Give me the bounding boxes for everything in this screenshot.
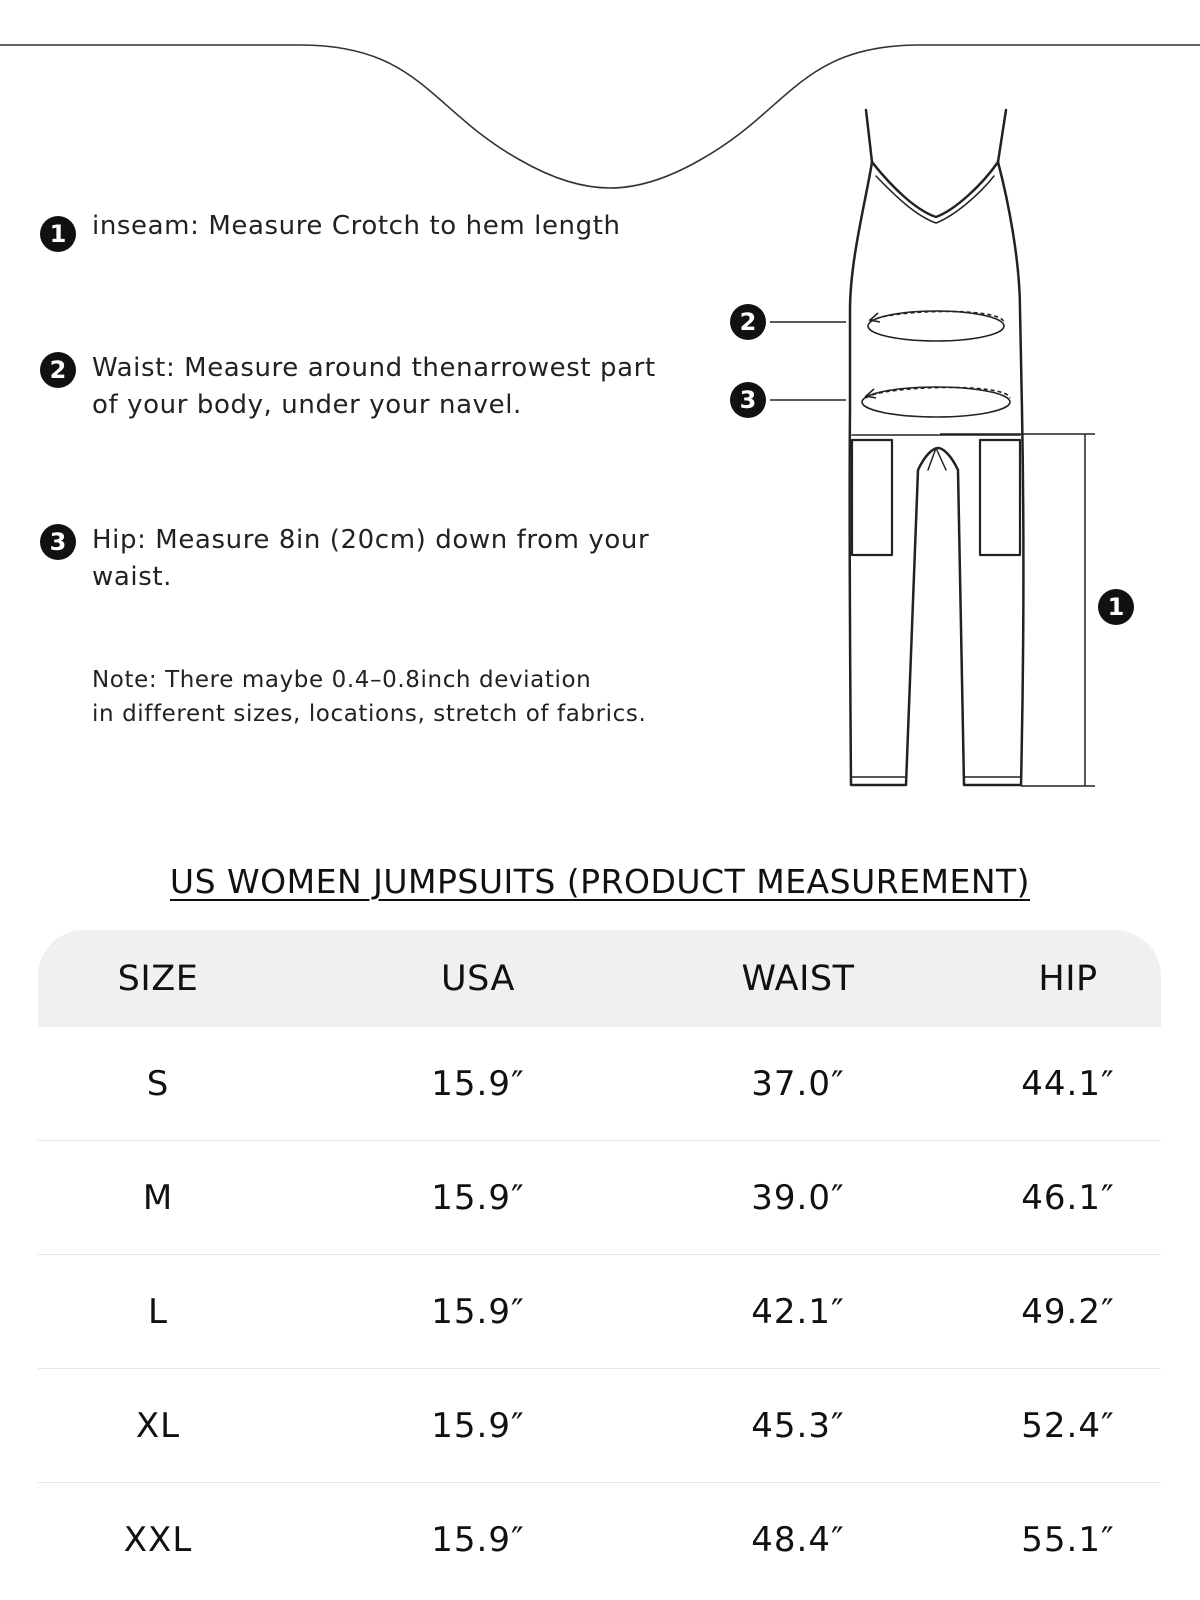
diagram-label-hip: 3 [739, 386, 757, 414]
number-badge: 3 [40, 524, 76, 560]
instruction-line: of your body, under your navel. [92, 390, 522, 420]
table-row [38, 1255, 1161, 1369]
left-pocket [852, 440, 892, 555]
diagram-label-inseam: 1 [1107, 593, 1125, 621]
table-title-text: US WOMEN JUMPSUITS (PRODUCT MEASUREMENT) [169, 862, 1031, 901]
cell-waist: 45.3″ [751, 1405, 845, 1446]
left-strap [866, 110, 872, 162]
table-row [38, 1369, 1161, 1483]
table-row [38, 1141, 1161, 1255]
instruction-line: waist. [92, 562, 173, 592]
number-badge: 2 [40, 352, 76, 388]
cell-size: S [146, 1063, 170, 1104]
header-usa: USA [441, 958, 515, 999]
table-title [0, 862, 1200, 901]
deviation-note [92, 663, 712, 731]
number-badge: 1 [40, 216, 76, 252]
header-waist: WAIST [741, 958, 855, 999]
size-table [38, 930, 1161, 1596]
cell-waist: 39.0″ [751, 1177, 845, 1218]
header-size: SIZE [117, 958, 199, 999]
cell-usa: 15.9″ [431, 1063, 525, 1104]
diagram-label-waist: 2 [739, 308, 757, 336]
header-hip: HIP [1038, 958, 1098, 999]
instruction-line: Waist: Measure around thenarrowest part [92, 353, 656, 383]
cell-size: M [142, 1177, 174, 1218]
cell-size: L [148, 1291, 168, 1332]
cell-waist: 37.0″ [751, 1063, 845, 1104]
table-row [38, 1483, 1161, 1596]
cell-hip: 46.1″ [1021, 1177, 1115, 1218]
cell-usa: 15.9″ [431, 1291, 525, 1332]
cell-hip: 55.1″ [1021, 1519, 1115, 1560]
cell-usa: 15.9″ [431, 1405, 525, 1446]
cell-hip: 52.4″ [1021, 1405, 1115, 1446]
table-header [38, 930, 1161, 1027]
hip-measure-marker [862, 387, 1010, 417]
jumpsuit-diagram [700, 100, 1150, 800]
cell-waist: 42.1″ [751, 1291, 845, 1332]
cell-size: XL [135, 1405, 181, 1446]
instruction-line: Hip: Measure 8in (20cm) down from your [92, 525, 650, 555]
note-line: Note: There maybe 0.4–0.8inch deviation [92, 667, 592, 693]
waist-measure-marker [868, 311, 1004, 341]
neckline [872, 162, 998, 217]
cell-hip: 49.2″ [1021, 1291, 1115, 1332]
note-line: in different sizes, locations, stretch of fabrics. [92, 701, 647, 727]
instruction-text [92, 522, 712, 596]
instruction-text [92, 350, 712, 424]
bodice-outline [850, 162, 1024, 785]
cell-waist: 48.4″ [751, 1519, 845, 1560]
right-pocket [980, 440, 1020, 555]
instruction-line: inseam: Measure Crotch to hem length [92, 211, 621, 241]
cell-usa: 15.9″ [431, 1177, 525, 1218]
cell-size: XXL [123, 1519, 193, 1560]
cell-usa: 15.9″ [431, 1519, 525, 1560]
table-row [38, 1027, 1161, 1141]
right-strap [998, 110, 1006, 162]
instruction-text [92, 208, 712, 245]
cell-hip: 44.1″ [1021, 1063, 1115, 1104]
